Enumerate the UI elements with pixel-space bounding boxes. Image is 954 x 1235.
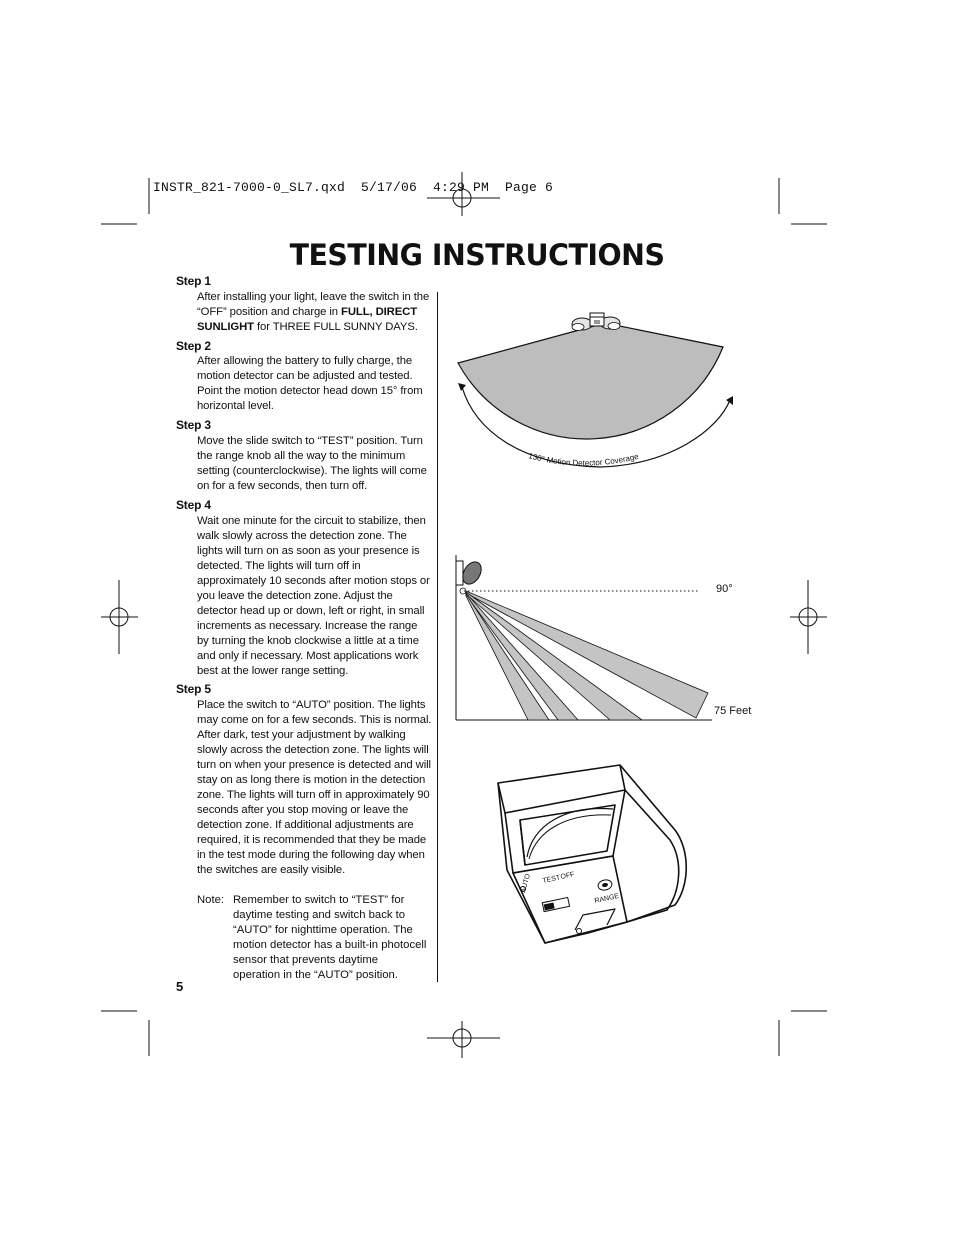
column-divider xyxy=(437,292,438,982)
page-number: 5 xyxy=(176,979,184,994)
step-1-text: After installing your light, leave the switch in the “OFF” position and charge in FULL, DIRECT SUNLIGHT for THREE FULL SUNNY DAYS. xyxy=(197,291,430,333)
step-1-heading: Step 1 xyxy=(176,274,211,288)
registration-mark-bottom xyxy=(427,1021,500,1058)
page-title: TESTING INSTRUCTIONS xyxy=(289,238,665,272)
coverage-diagram xyxy=(450,305,750,485)
angle-label: 90° xyxy=(716,583,733,595)
step-4-text: Wait one minute for the circuit to stabilize, then walk slowly across the detection zone. The lights will turn on as soon as your presence is detected. The lights will turn off in approximately 10 seconds after motion stops or you leave the detection zone. Adjust the detector head up or down, left or right, in small increments as necessary. Increase the range by turning the knob clockwise a little at a time and only if necessary. Most applications work best at the lower range setting. xyxy=(197,515,430,677)
coverage-fan xyxy=(458,323,723,439)
step-2-heading: Step 2 xyxy=(176,339,211,353)
step-2-text: After allowing the battery to fully charge, the motion detector can be adjusted and tested. Point the motion detector head down 15° from horizontal level. xyxy=(197,355,423,412)
switch-label-auto: AUTO xyxy=(520,873,532,894)
step-3-text: Move the slide switch to “TEST” position. Turn the range knob all the way to the minimum setting (counterclockwise). The lights will come on for a few seconds, then turn off. xyxy=(197,435,427,492)
range-label: RANGE xyxy=(593,892,620,905)
registration-mark-right xyxy=(790,580,827,654)
step-3-heading: Step 3 xyxy=(176,418,211,432)
side-view-diagram xyxy=(450,555,750,735)
note-label: Note: xyxy=(197,894,225,906)
note-text: Remember to switch to “TEST” for daytime testing and switch back to “AUTO” for nighttime operation. The motion detector has a built-in photocell sensor that prevents daytime operation in the “AUTO” position. xyxy=(233,894,427,981)
step-4-heading: Step 4 xyxy=(176,498,211,512)
switch-label-off: OFF xyxy=(559,871,576,881)
registration-mark-left xyxy=(101,580,138,654)
sensor-housing-diagram xyxy=(495,765,705,945)
distance-label: 75 Feet xyxy=(714,705,752,717)
switch-label-test: TEST xyxy=(541,874,561,885)
step-5-heading: Step 5 xyxy=(176,682,211,696)
coverage-label: 130° Motion Detector Coverage xyxy=(527,451,640,468)
file-slug: INSTR_821-7000-0_SL7.qxd 5/17/06 4:29 PM Page 6 xyxy=(153,180,554,195)
step-5-text: Place the switch to “AUTO” position. The lights may come on for a few seconds. This is normal. After dark, test your adjustment by walking slowly across the detection zone. The lights will turn on when your presence is detected and will stay on as long there is motion in the detection zone. The lights will turn off in approximately 90 seconds after you stop moving or leave the detection zone. If additional adjustments are required, it is recommended that they be made in the test mode during the following day when the switches are easily visible. xyxy=(197,699,432,876)
